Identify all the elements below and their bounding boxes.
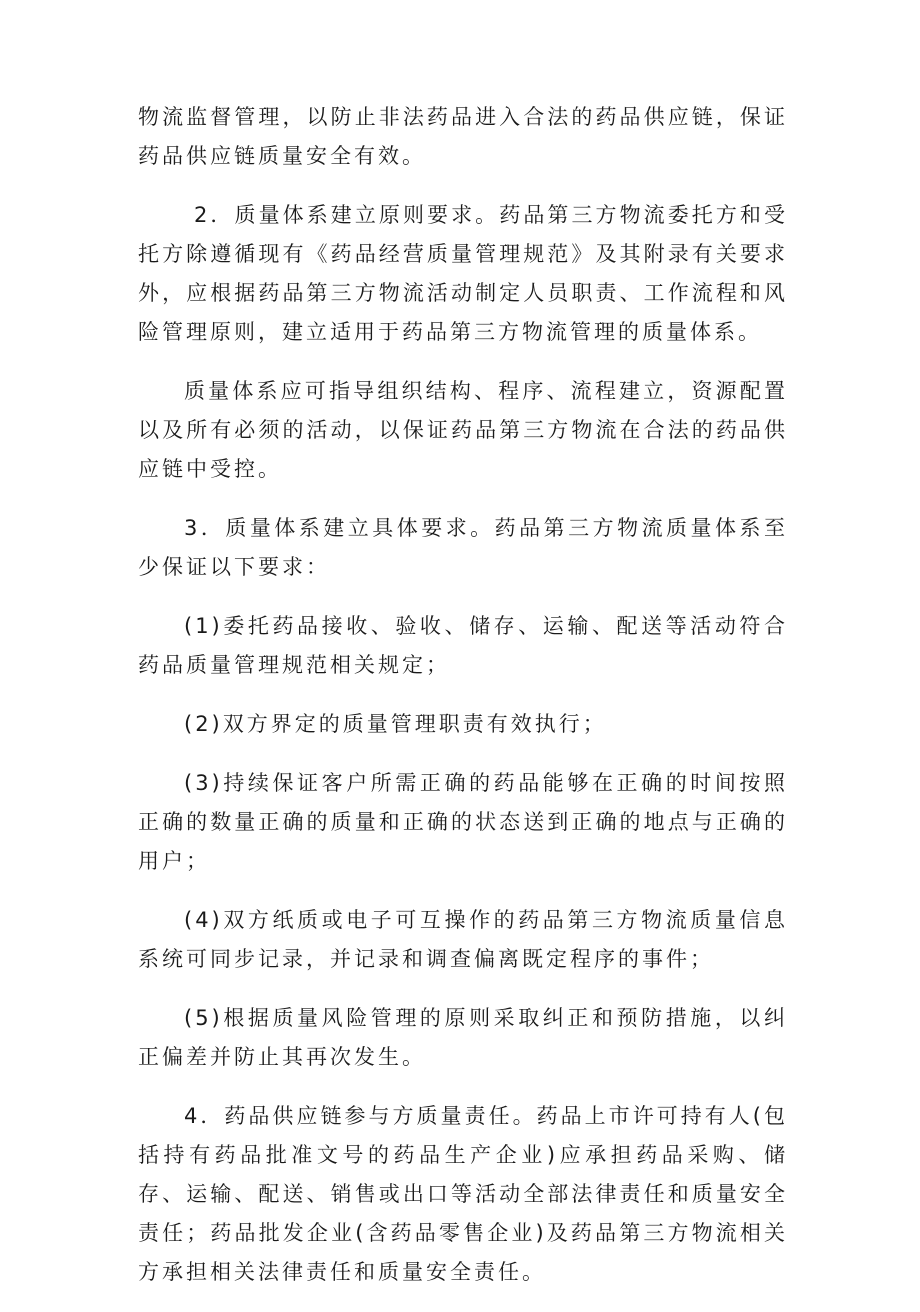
paragraph-continuation: 物流监督管理，以防止非法药品进入合法的药品供应链，保证药品供应链质量安全有效。 xyxy=(138,105,788,168)
paragraph-item-4: (4)双方纸质或电子可互操作的药品第三方物流质量信息系统可同步记录，并记录和调查偏离既定程序的事件； xyxy=(138,908,788,971)
paragraph-item-2: (2)双方界定的质量管理职责有效执行； xyxy=(184,712,607,736)
paragraph-section-4: 4．药品供应链参与方质量责任。药品上市许可持有人(包括持有药品批准文号的药品生产企业)应承担药品采购、储存、运输、配送、销售或出口等活动全部法律责任和质量安全责任；药品批发企业(含药品零售企业)及药品第三方物流相关方承担相关法律责任和质量安全责任。 xyxy=(138,1104,788,1284)
paragraph-section-3: 3．质量体系建立具体要求。药品第三方物流质量体系至少保证以下要求： xyxy=(138,516,788,579)
paragraph-item-1: (1)委托药品接收、验收、储存、运输、配送等活动符合药品质量管理规范相关规定； xyxy=(138,614,788,677)
paragraph-item-3: (3)持续保证客户所需正确的药品能够在正确的时间按照正确的数量正确的质量和正确的状态送到正确的地点与正确的用户； xyxy=(138,771,788,873)
paragraph-quality-system: 质量体系应可指导组织结构、程序、流程建立，资源配置以及所有必须的活动，以保证药品第三方物流在合法的药品供应链中受控。 xyxy=(138,379,788,481)
document-body xyxy=(138,98,788,1312)
paragraph-section-2: 2．质量体系建立原则要求。药品第三方物流委托方和受托方除遵循现有《药品经营质量管理规范》及其附录有关要求外，应根据药品第三方物流活动制定人员职责、工作流程和风险管理原则，建立适用于药品第三方物流管理的质量体系。 xyxy=(138,203,788,344)
paragraph-item-5: (5)根据质量风险管理的原则采取纠正和预防措施，以纠正偏差并防止其再次发生。 xyxy=(138,1006,788,1069)
